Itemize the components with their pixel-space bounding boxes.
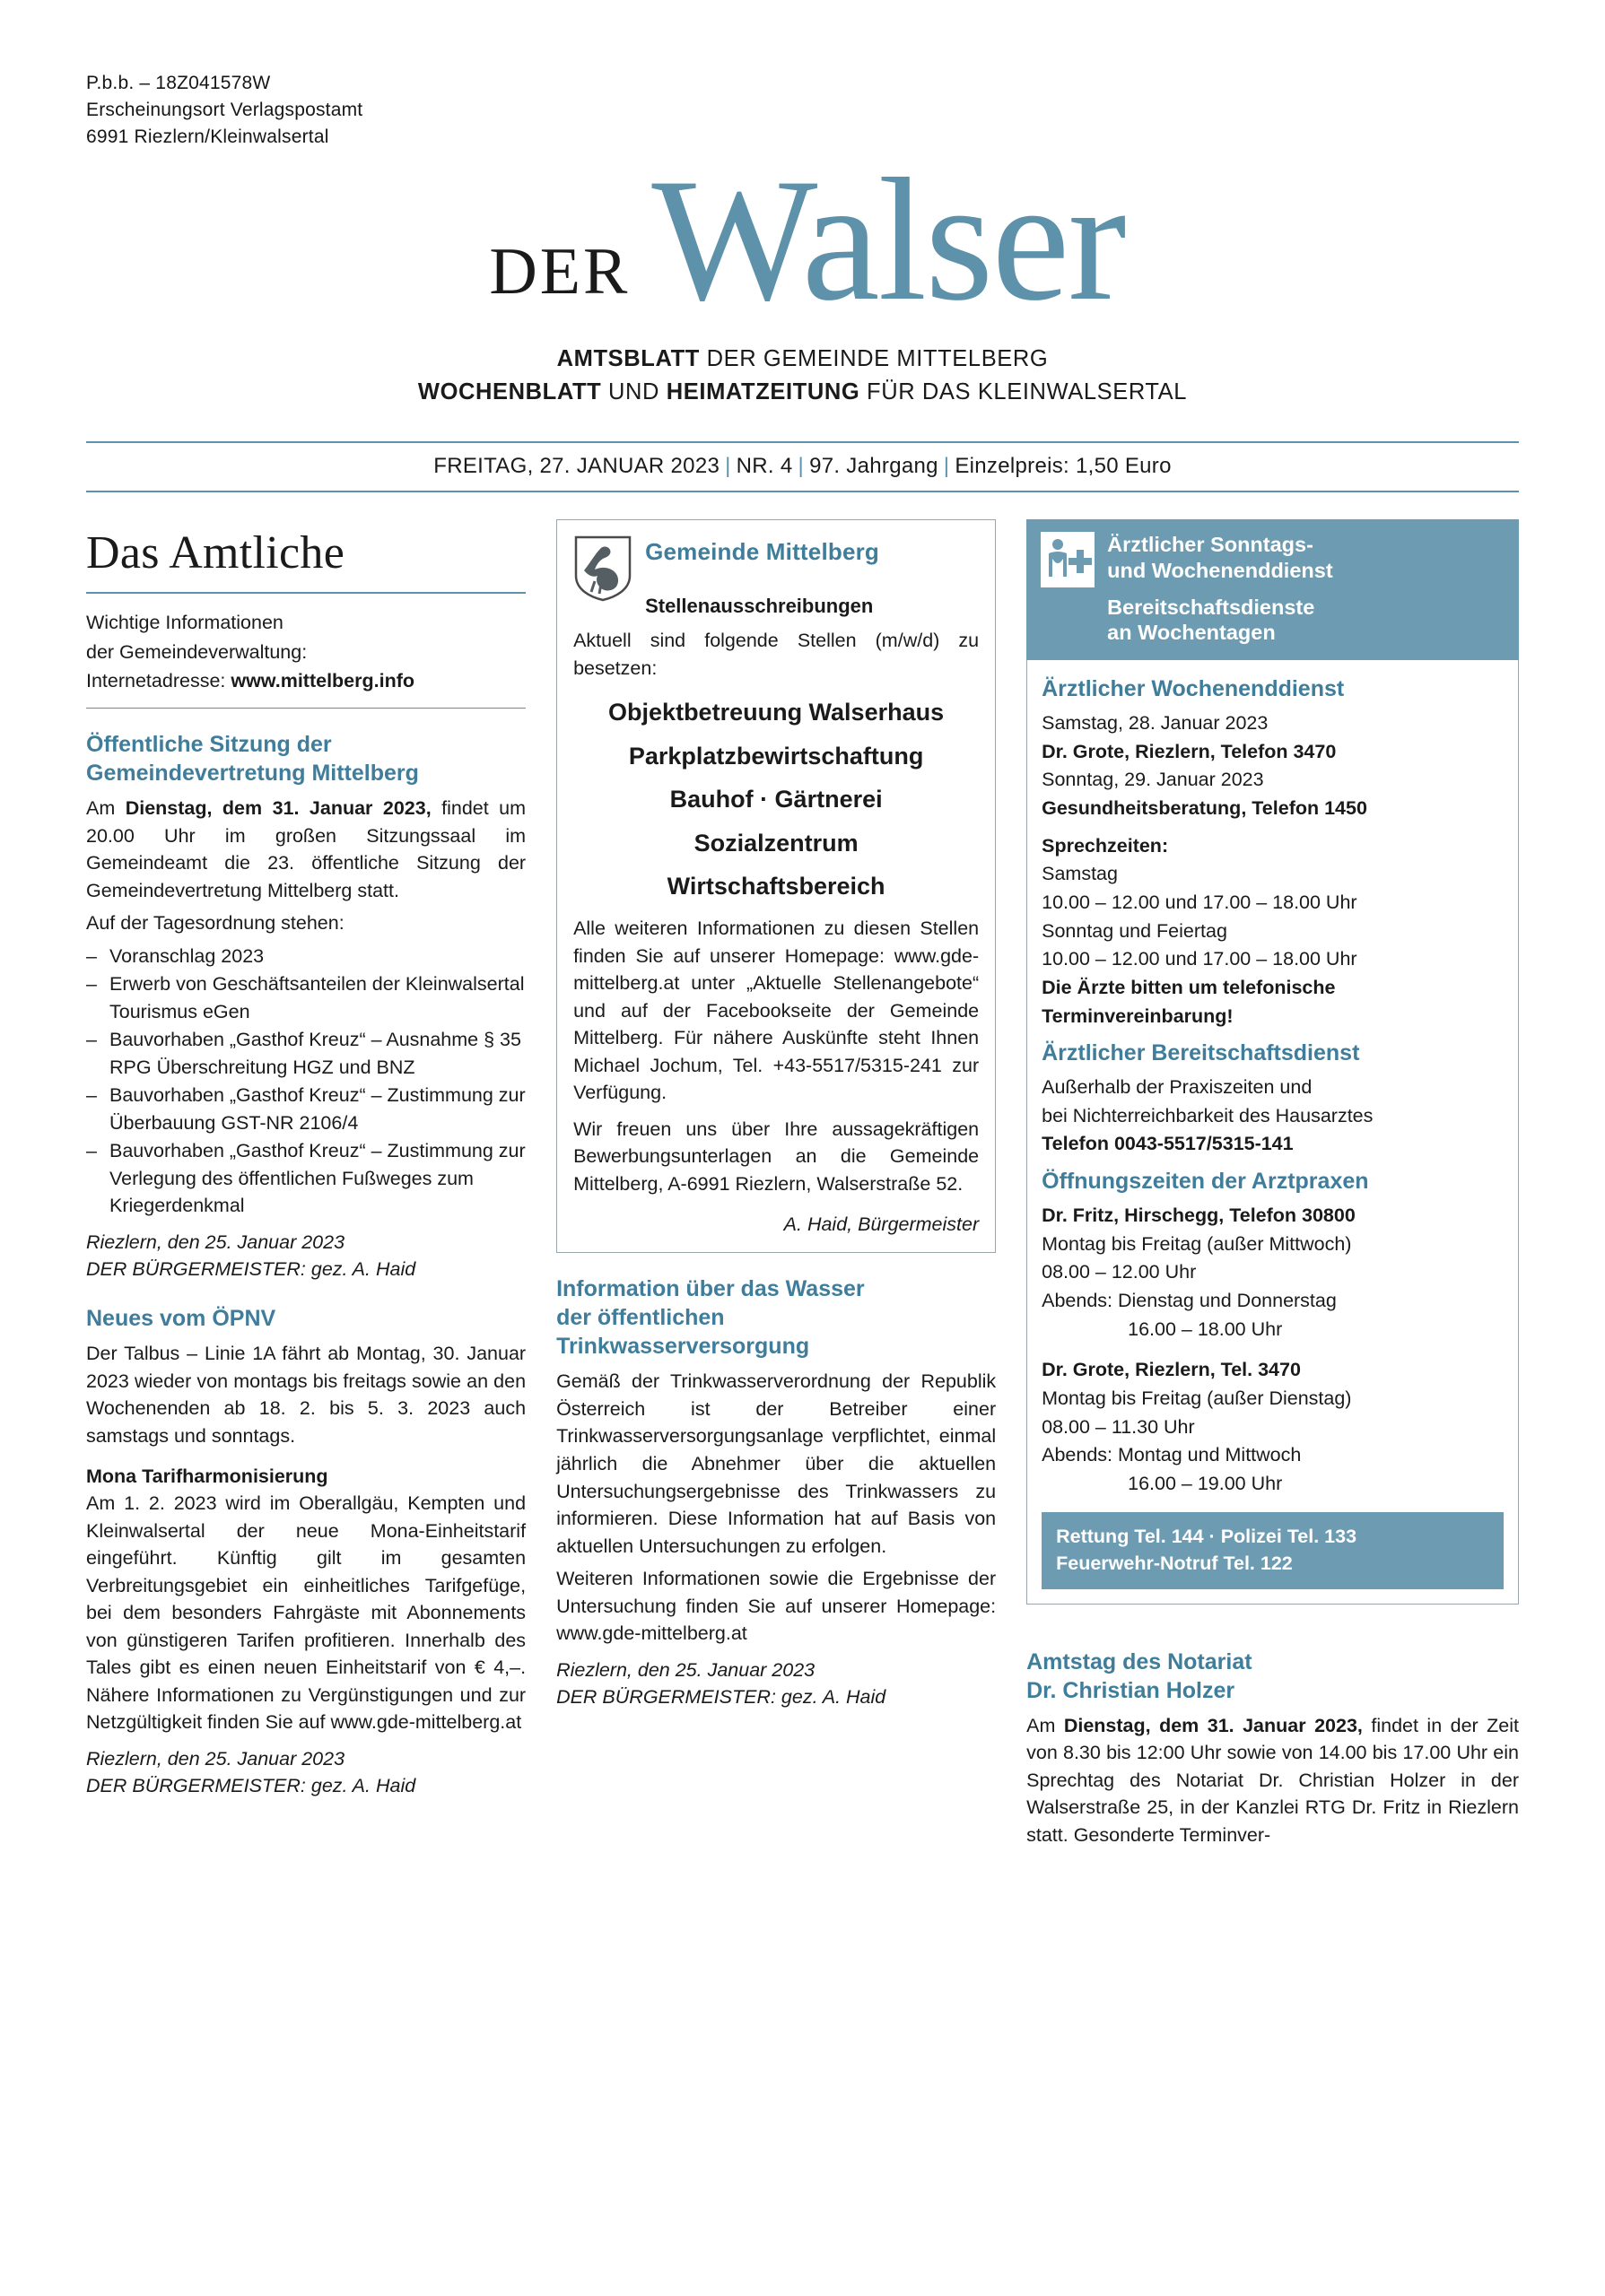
postal-line-2: Erscheinungsort Verlagspostamt (86, 99, 363, 120)
sprechzeiten-samstag-label: Samstag (1042, 863, 1118, 885)
wasser-title-line-2: der öffentlichen (556, 1305, 725, 1331)
sitzung-agenda-list (86, 943, 526, 1220)
oepnv-paragraph-2: Am 1. 2. 2023 wird im Oberallgäu, Kempten und Kleinwalsertal der neue Mona-Einheitstarif eingeführt. Künftig gilt im gesamten Verbreitungsgebiet ein einheitliches Tarifgefüge, bei dem besonders Fahrgäste mit Abonnements von günstigeren Tarifen profitieren. Innerhalb des Tales gibt es einen neuen Einheitstarif von € 4,–. Nähere Informationen zu Vergünstigungen und zur Netzgültigkeit finden Sie auf www.gde-mittelberg.at (86, 1492, 527, 1734)
praxis-name: Dr. Grote, Riezlern, Tel. 3470 (1042, 1359, 1301, 1381)
issue-date: FREITAG, 27. JANUAR 2023 (433, 454, 720, 479)
article-title-wasser (556, 1274, 996, 1361)
masthead-subtitle-1 (0, 346, 1605, 372)
gemeinde-title: Gemeinde Mittelberg (645, 538, 880, 566)
issue-sep-2: | (798, 454, 805, 479)
masthead-walser: Walser (651, 143, 1125, 337)
sitzung-p1-c: findet um 20.00 Uhr im großen Sitzungssaal im Gemeindeamt die 23. öffentliche Sitzung der Gemeindevertretung Mittelberg statt. (86, 797, 527, 901)
termin-note-line-1: Die Ärzte bitten um telefonische (1042, 976, 1336, 998)
subtitle-heimatzeitung: HEIMATZEITUNG (666, 379, 860, 405)
oepnv-signature (86, 1745, 526, 1799)
subtitle-und: UND (601, 379, 667, 405)
wochenenddienst-sa-doctor: Dr. Grote, Riezlern, Telefon 3470 (1042, 740, 1337, 762)
oepnv-paragraph-1: Der Talbus – Linie 1A fährt ab Montag, 30. Januar 2023 wieder von montags bis freitags sowie an den Wochenenden ab 18. 2. bis 5. 3. 2023 auch samstags und sonntags. (86, 1342, 527, 1447)
bereitschaft-phone: Telefon 0043-5517/5315-141 (1042, 1133, 1294, 1155)
termin-note-line-2: Terminvereinbarung! (1042, 1004, 1234, 1027)
wochenenddienst-so-date: Sonntag, 29. Januar 2023 (1042, 769, 1264, 791)
list-item: Parkplatzbewirtschaftung (628, 742, 924, 770)
wasser-sig-line-1: Riezlern, den 25. Januar 2023 (556, 1658, 816, 1681)
sitzung-paragraph-1 (86, 795, 526, 904)
sitzung-p1-date: Dienstag, dem 31. Januar 2023, (125, 797, 432, 820)
divider-under-heading (86, 592, 526, 594)
sitzung-sig-line-1: Riezlern, den 25. Januar 2023 (86, 1231, 345, 1253)
emergency-line-1: Rettung Tel. 144 · Polizei Tel. 133 (1056, 1525, 1357, 1547)
oepnv-subheading: Mona Tarifharmonisierung (86, 1465, 328, 1488)
notariat-title-line-2: Dr. Christian Holzer (1026, 1677, 1235, 1703)
praxis-name: Dr. Fritz, Hirschegg, Telefon 30800 (1042, 1205, 1356, 1227)
service-body (1026, 660, 1519, 1605)
wasser-paragraph-1: Gemäß der Trinkwasserverordnung der Republik Österreich ist der Betreiber einer Trinkwasserversorgungsanlage verpflichtet, einmal jährlich die Abnehmer über die aktuellen Untersuchungsergebnisse des Trinkwassers zu informieren. Diese Information hat auf Basis von aktuellen Untersuchungen zu erfolgen. (556, 1370, 997, 1557)
sitzung-p1-a: Am (86, 797, 126, 820)
stellenausschreibungen-box (556, 519, 996, 1253)
article-title-oepnv: Neues vom ÖPNV (86, 1305, 276, 1331)
service-header (1026, 519, 1519, 660)
issue-price: Einzelpreis: 1,50 Euro (955, 454, 1172, 479)
issue-number: NR. 4 (736, 454, 793, 479)
oepnv-sig-line-1: Riezlern, den 25. Januar 2023 (86, 1747, 345, 1770)
service-header-line-2: und Wochenenddienst (1107, 558, 1333, 582)
bereitschaft-line-2: bei Nichterreichbarkeit des Hausarztes (1042, 1104, 1374, 1126)
list-item: – Bauvorhaben „Gasthof Kreuz“ – Zustimmung zur Verlegung des öffentlichen Fußweges zum Kriegerdenkmal (86, 1137, 526, 1220)
praxis-evening-days: Abends: Dienstag und Donnerstag (1042, 1290, 1337, 1312)
spacer (1026, 1605, 1519, 1626)
column-aerztlicher-dienst (1026, 519, 1519, 1854)
service-header-line-4: an Wochentagen (1107, 621, 1276, 645)
praxis-evening-times: 16.00 – 19.00 Uhr (1128, 1473, 1283, 1495)
list-item: Wirtschaftsbereich (667, 872, 885, 900)
issue-volume: 97. Jahrgang (809, 454, 938, 479)
subtitle-kleinwalsertal: FÜR DAS KLEINWALSERTAL (859, 379, 1188, 405)
praxis-morning-times: 08.00 – 11.30 Uhr (1042, 1415, 1195, 1438)
intro-internet-label: Internetadresse: (86, 669, 231, 691)
list-item: Sozialzentrum (693, 829, 859, 857)
sitzung-title-line-1: Öffentliche Sitzung der (86, 732, 332, 758)
heading-wochenenddienst: Ärztlicher Wochenenddienst (1042, 675, 1345, 701)
sprechzeiten-samstag-times: 10.00 – 12.00 und 17.00 – 18.00 Uhr (1042, 891, 1357, 913)
amtliche-intro (86, 608, 526, 695)
intro-line-2: der Gemeindeverwaltung: (86, 640, 308, 663)
issue-sep-1: | (725, 454, 731, 479)
box-header-text (645, 535, 879, 618)
emergency-line-2: Feuerwehr-Notruf Tel. 122 (1056, 1552, 1293, 1574)
emergency-numbers (1042, 1512, 1504, 1589)
doctor-cross-icon (1041, 532, 1095, 587)
notariat-p-a: Am (1026, 1714, 1064, 1736)
stellen-intro: Aktuell sind folgende Stellen (m/w/d) zu besetzen: (573, 630, 980, 679)
stellen-paragraph-2: Wir freuen uns über Ihre aussagekräftigen Bewerbungsunterlagen an die Gemeinde Mittelberg, A-6991 Riezlern, Walserstraße 52. (573, 1118, 980, 1195)
service-header-line-1: Ärztlicher Sonntags- (1107, 533, 1313, 557)
service-header-line-3: Bereitschaftsdienste (1107, 595, 1315, 619)
subtitle-amtsblatt: AMTSBLATT (556, 346, 700, 372)
postal-line-1: P.b.b. – 18Z041578W (86, 73, 271, 93)
list-item: Bauhof · Gärtnerei (669, 786, 883, 813)
praxis-evening-times: 16.00 – 18.00 Uhr (1128, 1318, 1283, 1340)
heading-oeffnungszeiten: Öffnungszeiten der Arztpraxen (1042, 1169, 1369, 1195)
section-heading-amtliche: Das Amtliche (86, 527, 345, 579)
notariat-title-line-1: Amtstag des Notariat (1026, 1648, 1252, 1674)
notariat-p-c: findet in der Zeit von 8.30 bis 12:00 Uhr sowie von 14.00 bis 17.00 Uhr ein Sprechtag des Notariat Dr. Christian Holzer in der Walserstraße 25, in der Kanzlei RTG Dr. Fritz in Riezlern statt. Gesonderte Terminver- (1026, 1714, 1519, 1846)
intro-internet-url[interactable]: www.mittelberg.info (231, 669, 415, 691)
wasser-paragraph-2: Weiteren Informationen sowie die Ergebnisse der Untersuchung finden Sie auf unserer Homepage: www.gde-mittelberg.at (556, 1568, 997, 1645)
intro-line-1: Wichtige Informationen (86, 612, 283, 634)
coat-of-arms-icon (573, 535, 632, 603)
wasser-title-line-1: Information über das Wasser (556, 1276, 865, 1302)
list-item: – Voranschlag 2023 (86, 943, 526, 970)
sprechzeiten-sonntag-label: Sonntag und Feiertag (1042, 919, 1227, 942)
praxis-days: Montag bis Freitag (außer Mittwoch) (1042, 1232, 1352, 1255)
content-columns (86, 519, 1519, 1854)
sitzung-sig-line-2: DER BÜRGERMEISTER: gez. A. Haid (86, 1257, 416, 1280)
stellen-signature: A. Haid, Bürgermeister (783, 1213, 980, 1236)
masthead (0, 0, 1605, 405)
masthead-der: DER (489, 235, 631, 309)
sitzung-signature (86, 1229, 526, 1283)
list-item: Objektbetreuung Walserhaus (608, 699, 945, 726)
praxis-evening-days: Abends: Montag und Mittwoch (1042, 1444, 1302, 1466)
sitzung-title-line-2: Gemeindevertretung Mittelberg (86, 761, 419, 787)
intro-line-3 (86, 666, 526, 695)
praxis-days: Montag bis Freitag (außer Dienstag) (1042, 1387, 1352, 1410)
issue-sep-3: | (943, 454, 950, 479)
heading-bereitschaftsdienst: Ärztlicher Bereitschaftsdienst (1042, 1040, 1360, 1066)
praxis-morning-times: 08.00 – 12.00 Uhr (1042, 1261, 1197, 1283)
wasser-sig-line-2: DER BÜRGERMEISTER: gez. A. Haid (556, 1685, 886, 1708)
wasser-title-line-3: Trinkwasserversorgung (556, 1334, 810, 1360)
wochenenddienst-sa-date: Samstag, 28. Januar 2023 (1042, 711, 1269, 734)
service-header-text (1107, 532, 1333, 646)
box-header (573, 535, 979, 618)
wochenenddienst-so-doctor: Gesundheitsberatung, Telefon 1450 (1042, 796, 1367, 819)
bereitschaft-line-1: Außerhalb der Praxiszeiten und (1042, 1076, 1313, 1099)
list-item: – Bauvorhaben „Gasthof Kreuz“ – Ausnahme § 35 RPG Überschreitung HGZ und BNZ (86, 1026, 526, 1081)
article-title-sitzung (86, 730, 526, 787)
notariat-p-date: Dienstag, dem 31. Januar 2023, (1063, 1714, 1363, 1736)
oepnv-sig-line-2: DER BÜRGERMEISTER: gez. A. Haid (86, 1774, 416, 1796)
masthead-title (0, 143, 1605, 337)
postal-line-3: 6991 Riezlern/Kleinwalsertal (86, 126, 329, 147)
subtitle-wochenblatt: WOCHENBLATT (417, 379, 602, 405)
column-amtliche (86, 519, 526, 1799)
sitzung-agenda-intro: Auf der Tagesordnung stehen: (86, 912, 345, 935)
article-title-notariat (1026, 1648, 1519, 1705)
sprechzeiten-label: Sprechzeiten: (1042, 834, 1169, 857)
column-gemeinde (556, 519, 996, 1709)
issue-bar (86, 441, 1519, 492)
notariat-paragraph (1026, 1712, 1519, 1849)
job-list (573, 698, 979, 900)
list-item: – Bauvorhaben „Gasthof Kreuz“ – Zustimmung zur Überbauung GST-NR 2106/4 (86, 1082, 526, 1136)
wasser-signature (556, 1657, 996, 1710)
sprechzeiten-sonntag-times: 10.00 – 12.00 und 17.00 – 18.00 Uhr (1042, 948, 1357, 970)
divider-intro (86, 708, 526, 709)
stellenausschreibungen-title: Stellenausschreibungen (645, 595, 874, 618)
stellen-paragraph-1: Alle weiteren Informationen zu diesen Stellen finden Sie auf unserer Homepage: www.gde-mittelberg.at unter „Aktuelle Stellenangebote“ und auf der Facebookseite der Gemeinde Mittelberg. Für nähere Auskünfte steht Ihnen Michael Jochum, Tel. +43-5517/5315-241 zur Verfügung. (573, 918, 980, 1104)
subtitle-gemeinde: DER GEMEINDE MITTELBERG (699, 346, 1049, 372)
masthead-subtitle-2 (0, 379, 1605, 405)
list-item: – Erwerb von Geschäftsanteilen der Kleinwalsertal Tourismus eGen (86, 970, 526, 1025)
